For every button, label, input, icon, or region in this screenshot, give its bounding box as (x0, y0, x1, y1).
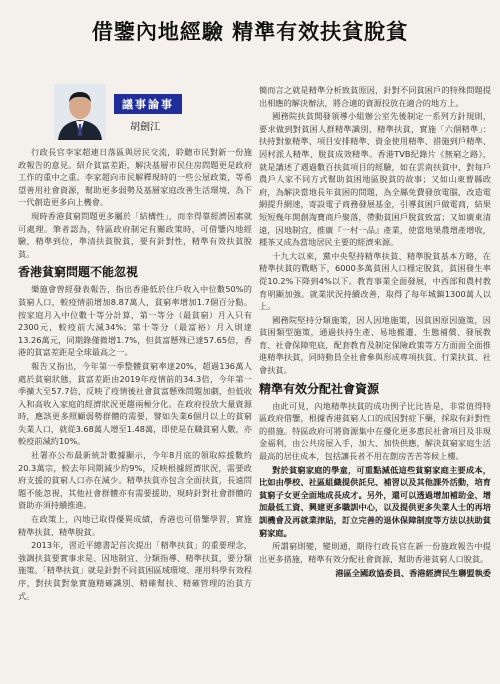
paragraph: 報告又指出，今年第一季整體貧窮率達20%，超過136萬人處於貧窮狀態，貧富差距由2019年疫情前的34.3倍，今年第一季擴大至57.7倍，反映了疫情後社會貧富懸殊問題加劇，但低收入和高收入家庭的經濟狀況更趨兩極分化。在政府投放大量資源時，應該更多照顧弱勢群體的需要，譬如失業6個月以上的貧窮失業人口，就從3.68萬人增至1.48萬，即使是在職貧窮人數，亦較疫前減約10%。 (18, 360, 252, 447)
subheading: 精準有效分配社會資源 (259, 381, 380, 396)
column-tag: 議事論事 (114, 94, 182, 114)
paragraph: 行政長官李家超連日落區與居民交流，聆聽市民對新一份施政報告的意見。紹介貧富差距，解決基層市民住房問題更是政府工作的重中之重。李家超向市民解釋現時的一些公屋政策，等希望善用社會資源，幫助更多弱勢及基層家庭改善生活環境，為下一代創造更多向上機會。 (18, 147, 252, 208)
paragraph: 現時香港貧窮問題更多屬於「結構性」，而幸得靠經濟因素就可處理。筆者認為，特區政府制定有關政策時，可借鑒內地經驗，精準到位，準清扶貧脫貧，要有針對性，精準有效扶貧脫貧。 (18, 210, 252, 259)
subheading: 香港貧窮問題不能忽視 (18, 265, 139, 280)
paragraph: 由此可見，內地精準扶貧的成功例子比比皆是，非常值得特區政府借鑒，根據香港貧窮人口的成因對症下藥，採取有針對性的措施。特區政府可將資源集中在優化更多惠民社會項目及非現金福利，由公共房屋入手，加大、加快供應，解決貧窮家庭生活最高的居住成本，包括讓長者不用在劏房苦苦等候上樓。 (259, 400, 491, 462)
author-photo (54, 84, 106, 140)
right-column (259, 84, 491, 580)
paragraph: 樂施會曾經發表報告，指出香港低於住戶收入中位數50%的貧窮人口，較疫情前增加8.87萬人，貧窮率增加1.7個百分點。按家庭月入中位數十等分計算，第一等分（最貧窮）月入只有2300元，較疫前大減34%；第十等分（最富裕）月入則達13.26萬元，同期錄僅微增1.7%，但貧富懸殊已達57.65倍，香港的貧富差距是全球最高之一。 (18, 284, 252, 358)
paragraph: 2013年，習近平總書記首次提出「精準扶貧」的重要理念，強調扶貧要實事求是、因地制宜、分類指導、精準扶貧，要分類施策。「精準扶貧」就是針對不同貧困區域環境、運用科學有效程序，對扶貧對象實施精確識別、精確幫扶、精確管理的治貧方式。 (18, 540, 252, 601)
paragraph: 在政策上，內地已取得優異成績，香港也可借鑒學習，實施精準扶貧、精準脫貧。 (18, 514, 252, 537)
paragraph: 社署亦公布最新統計數據顯示，今年8月底的領取綜援數約20.3萬宗，較去年同期減少約9%，反映根據經濟狀況，需要政府支援的貧窮人口亦在減少。精準扶貧亦包含全面扶貧，長遠問題不能忽視，其他社會群體亦有需要援助，現時針對社會群體的資助亦須持續推進。 (18, 450, 252, 511)
paragraph: 十九大以來，黨中央堅持精準扶貧、精準脫貧基本方略，在精準扶貧的戰略下，6000多萬貧困人口穩定脫貧，貧困發生率從10.2%下降到4%以下。教育事業全面發展，中西部和農村教育明顯加強。就業狀況持續改善，取得了每年城鎮1300萬人以上。 (259, 250, 491, 312)
paragraph-bold: 對於貧窮家庭的學童，可重點減低這些貧窮家庭主要成本，比如由學校、社區組織提供託兒、補習以及其他課外活動，培育貧窮子女更全面地成長成才。另外，還可以透過增加補助金、增加最低工資、興建更多職訓中心，以及提供更多失業人士的再培訓機會及再就業津貼，訂立完善的退休保障制度等方法以扶助貧窮家庭。 (259, 464, 491, 538)
paragraph: 所謂窮則變，變則通，期待行政長官在新一份施政報告中提出更多措施，精準有效分配社會資源，幫助香港貧窮人口脫貧。 (259, 541, 491, 564)
paragraph: 國務院堅持分類施策，因人因地施策，因貧困原因施策，因貧困類型施策，通過扶持生產、易地搬遷、生態補償、發展教育、社會保障兜底，配套教育及制定保險政策等方方面面全面推進精準扶貧，同時動員全社會參與形成專項扶貧、行業扶貧、社會扶貧。 (259, 314, 491, 376)
paragraph: 國務院扶貧開發領導小組辦公室先後制定一系列方針規則，要求做到對貧困人群精準識別、精準扶貧，實施「六個精準」：扶持對象精準、項目安排精準、資金使用精準、措施到戶精準、因村派人精準、脫貧成效精準。香港TVB紀錄片《無窮之路》，就是講述了遇過數百扶貧項目的經驗，如在雲南扶貧中，對每戶農戶人家不同方式幫助貧困地區脫貧的故事；又如山東曹縣政府，為解決當地長年貧困的問題，為全縣免費發放電腦，改造電網提升網速，寄設電子商務發展基金，引導貧困戶做電商，結果短短幾年開創淘寶商戶聚落，帶動貧困戶脫貧致富；又如廣東清遠，因地制宜，推廣『一村一品』產業，使當地果農增產增收，種茶又成為當地居民主要的經濟來源。 (259, 111, 491, 248)
byline (18, 84, 252, 142)
author-name: 胡劍江 (130, 122, 160, 133)
paragraph: 簡而言之就是精準分析致貧原因，針對不同貧困戶的特殊問題提出相應的解決辦法，將合適的資源投放在適合的地方上。 (259, 85, 491, 108)
author-signoff: 港區全國政協委員、香港經濟民生聯盟執委 (335, 568, 491, 579)
left-column (18, 84, 252, 603)
article-headline: 借鑒內地經驗 精準有效扶貧脫貧 (91, 20, 409, 44)
